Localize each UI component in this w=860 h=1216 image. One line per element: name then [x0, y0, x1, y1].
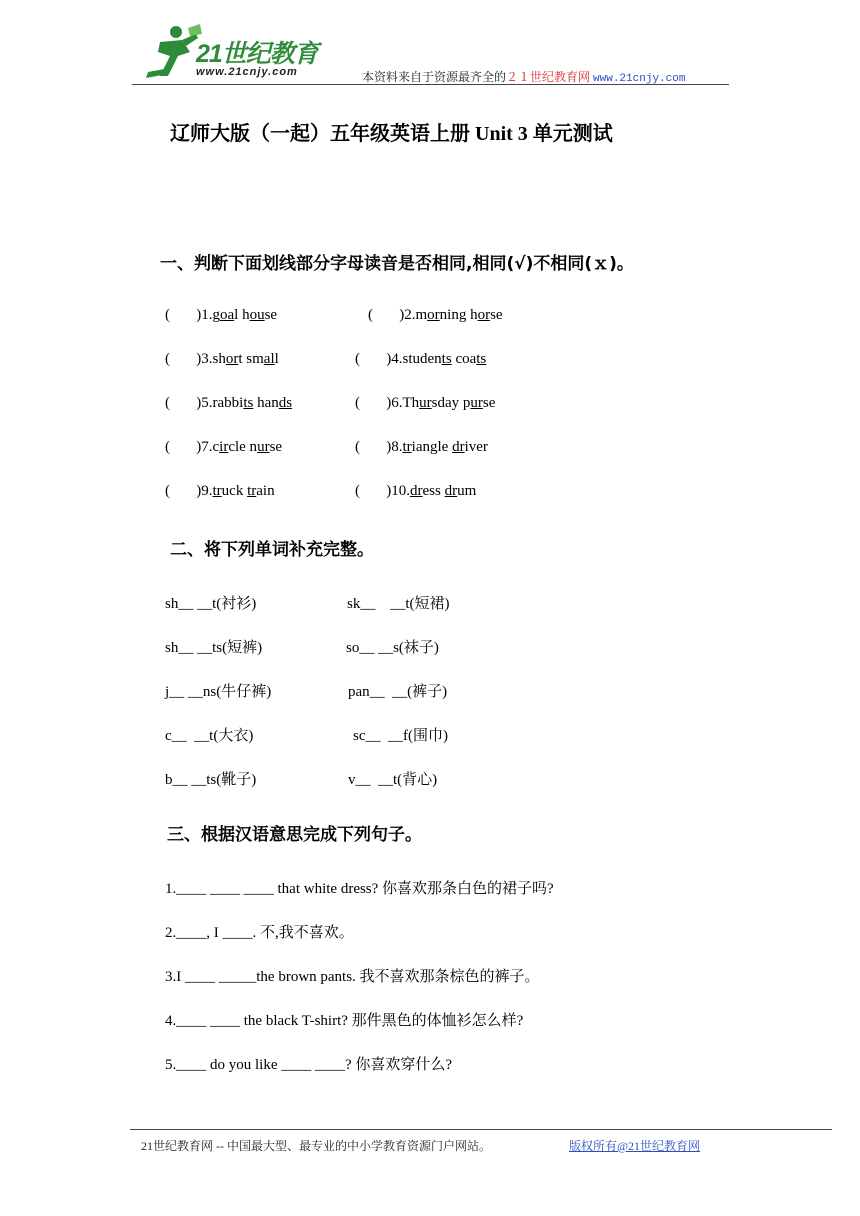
item-text: se [269, 439, 283, 455]
item-text: se [482, 395, 496, 411]
underlined-letters: or [225, 351, 239, 367]
underlined-letters: tr [212, 483, 222, 499]
item-text: um [457, 483, 477, 499]
underlined-letters: dr [410, 483, 423, 499]
judge-item [355, 395, 495, 412]
judge-item [355, 439, 488, 456]
underlined-letters: ds [278, 395, 293, 411]
word-completion-item: sc__ __f(围巾) [353, 728, 448, 744]
item-text: )9. [173, 483, 213, 499]
word-completion-item: sh__ __ts(短裤) [165, 640, 263, 656]
word-completion-item: c__ __t(大衣) [165, 728, 254, 744]
item-text: iangle [411, 439, 453, 455]
sentence-item: 1.____ ____ ____ that white dress? 你喜欢那条白色的裙子吗? [165, 881, 554, 897]
logo-text: 21世纪教育 [196, 40, 318, 68]
item-text: ( [165, 483, 174, 499]
item-text: )6.Th [363, 395, 420, 411]
word-completion-item: b__ __ts(靴子) [165, 772, 257, 788]
item-text: ( [165, 395, 174, 411]
item-text: han [253, 395, 279, 411]
header-note-site[interactable]: ２１世纪教育网 [506, 70, 591, 84]
item-text: t sm [238, 351, 264, 367]
underlined-letters: ou [249, 307, 265, 323]
item-text: ( [165, 439, 174, 455]
item-text: )4.studen [363, 351, 442, 367]
word-completion-item: sk__ __t(短裙) [347, 596, 450, 612]
item-text: )8. [363, 439, 403, 455]
footer-divider [130, 1129, 832, 1130]
section-2-heading: 二、将下列单词补充完整。 [170, 540, 374, 560]
item-text: sday p [431, 395, 471, 411]
item-text: ( [165, 307, 174, 323]
item-text: se [264, 307, 278, 323]
item-text: iver [464, 439, 488, 455]
section-3-heading: 三、根据汉语意思完成下列句子。 [167, 825, 422, 845]
item-text: ( [165, 351, 174, 367]
sentence-item: 4.____ ____ the black T-shirt? 那件黑色的体恤衫怎么样? [165, 1013, 524, 1029]
header-divider [132, 84, 729, 85]
item-text: se [490, 307, 503, 323]
sentence-item: 5.____ do you like ____ ____? 你喜欢穿什么? [165, 1057, 453, 1073]
item-text: )1.g [173, 307, 220, 323]
item-text: coa [451, 351, 477, 367]
underlined-letters: oa [220, 307, 235, 323]
footer-description: 21世纪教育网 -- 中国最大型、最专业的中小学教育资源门户网站。 [141, 1139, 491, 1153]
item-text: ning h [439, 307, 478, 323]
underlined-letters: tr [402, 439, 412, 455]
item-text: ( [355, 351, 364, 367]
underlined-letters: ur [419, 395, 432, 411]
word-completion-item: j__ __ns(牛仔裤) [165, 684, 272, 700]
sentence-item: 2.____, I ____. 不,我不喜欢。 [165, 925, 354, 941]
item-text: ess [422, 483, 445, 499]
item-text: ( [368, 307, 377, 323]
word-completion-item: pan__ __(裤子) [348, 684, 448, 700]
word-completion-item: so__ __s(袜子) [346, 640, 439, 656]
judge-item [355, 351, 486, 368]
header-note-prefix: 本资料来自于资源最齐全的 [362, 70, 507, 84]
underlined-letters: dr [444, 483, 458, 499]
item-text: uck [221, 483, 248, 499]
judge-item [165, 395, 292, 412]
item-text: )5.rabbi [173, 395, 244, 411]
item-text: )3.sh [173, 351, 226, 367]
sentence-item: 3.I ____ _____the brown pants. 我不喜欢那条棕色的裤子。 [165, 969, 540, 985]
judge-item [165, 351, 279, 368]
judge-item [165, 307, 277, 324]
underlined-letters: or [427, 307, 440, 323]
item-text: l h [234, 307, 250, 323]
judge-item [368, 307, 503, 324]
underlined-letters: tr [247, 483, 257, 499]
underlined-letters: dr [452, 439, 465, 455]
judge-item [165, 483, 275, 500]
item-text: )7.c [173, 439, 220, 455]
underlined-letters: ir [219, 439, 229, 455]
underlined-letters: ts [441, 351, 452, 367]
word-completion-item: sh__ __t(衬衫) [165, 596, 257, 612]
page-title: 辽师大版（一起）五年级英语上册 Unit 3 单元测试 [170, 123, 613, 145]
underlined-letters: ts [476, 351, 487, 367]
section-1-heading: 一、判断下面划线部分字母读音是否相同,相同(√)不相同(ｘ)。 [160, 254, 634, 274]
item-text: ain [256, 483, 275, 499]
underlined-letters: or [477, 307, 491, 323]
footer-copyright-link[interactable]: 版权所有@21世纪教育网 [569, 1139, 701, 1153]
item-text: )2.m [376, 307, 428, 323]
underlined-letters: ur [470, 395, 483, 411]
logo-url: www.21cnjy.com [196, 66, 298, 78]
underlined-letters: ur [257, 439, 270, 455]
item-text: )10. [363, 483, 410, 499]
word-completion-item: v__ __t(背心) [348, 772, 438, 788]
item-text: ( [355, 395, 364, 411]
judge-item [355, 483, 476, 500]
underlined-letters: ts [243, 395, 254, 411]
judge-item [165, 439, 282, 456]
item-text: l [274, 351, 279, 367]
item-text: cle n [228, 439, 258, 455]
item-text: ( [355, 483, 364, 499]
underlined-letters: al [263, 351, 275, 367]
item-text: ( [355, 439, 364, 455]
header-note [362, 68, 685, 85]
header-note-url[interactable]: www.21cnjy.com [593, 73, 686, 85]
